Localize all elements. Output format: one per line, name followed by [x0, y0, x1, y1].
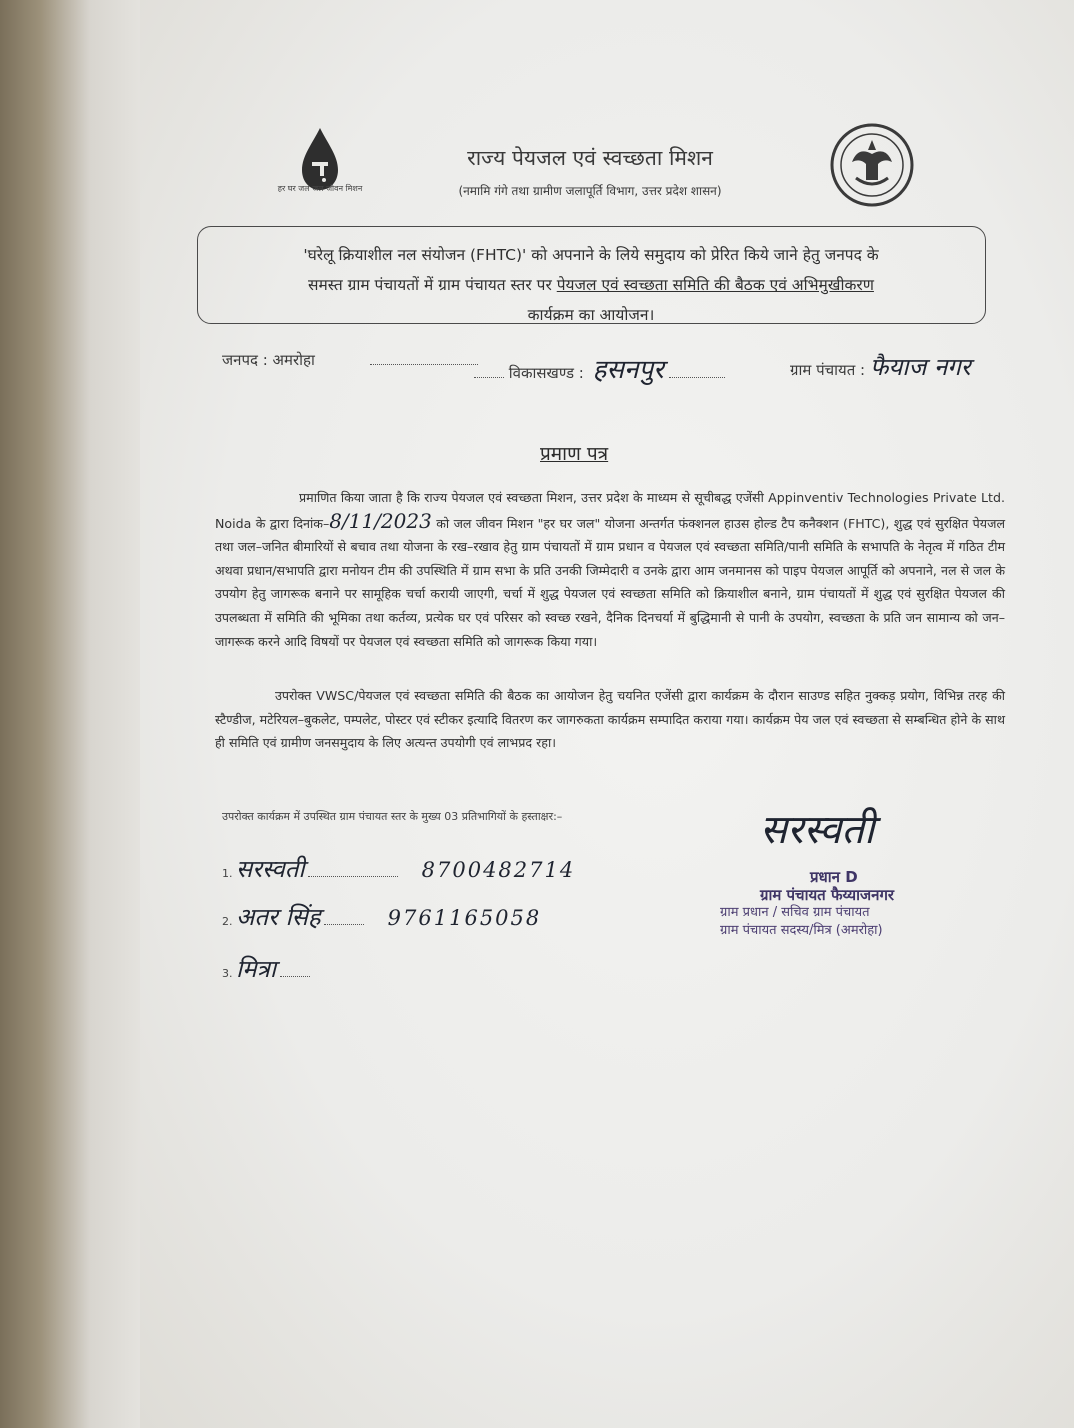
header-subtitle: (नमामि गंगे तथा ग्रामीण जलापूर्ति विभाग, उत्तर प्रदेश शासन)	[458, 184, 722, 198]
up-government-emblem	[822, 120, 922, 210]
participant-name: सरस्वती	[236, 855, 305, 883]
participant-row-3	[222, 952, 310, 985]
gram-panchayat-value: फैयाज नगर	[869, 353, 971, 381]
banner-line-2a: समस्त ग्राम पंचायतों में ग्राम पंचायत स्तर पर	[308, 276, 557, 294]
participant-name: अतर सिंह	[236, 903, 321, 931]
block-value: हसनपुर	[592, 355, 664, 385]
district-field	[222, 350, 478, 370]
gram-panchayat-field	[790, 350, 971, 383]
pradhan-stamp	[720, 868, 980, 940]
participant-phone: 8700482714	[421, 858, 576, 882]
district-label: जनपद :	[222, 351, 268, 369]
participant-row-2	[222, 900, 541, 933]
participant-row-1	[222, 852, 575, 885]
certificate-paragraph-2: उपरोक्त VWSC/पेयजल एवं स्वच्छता समिति की बैठक का आयोजन हेतु चयनित एजेंसी द्वारा कार्यक्रम के दौरान साउण्ड सहित नुक्कड़ प्रयोग, विभिन्न तरह की स्टैण्डीज, मटेरियल–बुकलेट, पम्पलेट, पोस्टर एवं स्टीकर इत्यादि वितरण कर जागरुकता कार्यक्रम सम्पादित कराया गया। कार्यक्रम पेय जल एवं स्वच्छता से सम्बन्धित होने के साथ ही समिति एवं ग्रामीण जनसमुदाय के लिए अत्यन्त उपयोगी एवं लाभप्रद रहा।	[215, 688, 1005, 751]
stamp-line-3: ग्राम प्रधान / सचिव ग्राम पंचायत	[720, 905, 870, 920]
participant-num: 1.	[222, 867, 233, 880]
block-field	[474, 350, 725, 386]
certificate-paragraph-1	[215, 486, 1005, 653]
program-banner-text	[210, 240, 972, 330]
district-value: अमरोहा	[272, 351, 315, 369]
document-title: प्रमाण पत्र	[540, 443, 609, 465]
block-label: विकासखण्ड :	[508, 364, 584, 382]
participant-name: मित्रा	[236, 955, 277, 983]
participant-num: 3.	[222, 967, 233, 980]
banner-line-2	[210, 270, 972, 300]
logo-caption: हर घर जल जल जीवन मिशन	[277, 184, 363, 193]
para1-part-a: प्रमाणित किया जाता है कि राज्य पेयजल एवं स्वच्छता मिशन, उत्तर प्रदेश के माध्यम से सूचीबद्ध एजेंसी Appinventiv Technologies Private Ltd. Noida के द्वारा दिनांक–	[215, 490, 1005, 531]
banner-line-1: 'घरेलू क्रियाशील नल संयोजन (FHTC)' को अपनाने के लिये समुदाय को प्रेरित किये जाने हेतु जनपद के	[303, 246, 879, 264]
program-date: 8/11/2023	[329, 508, 432, 533]
pradhan-signature: सरस्वती	[760, 807, 875, 853]
stamp-line-2: ग्राम पंचायत फैय्याजनगर	[760, 886, 895, 904]
banner-line-3: कार्यक्रम का आयोजन।	[527, 306, 655, 324]
banner-line-2b: पेयजल एवं स्वच्छता समिति की बैठक एवं अभिमुखीकरण	[556, 276, 874, 294]
stamp-line-1: प्रधान D	[810, 868, 858, 886]
stamp-line-4: ग्राम पंचायत सदस्य/मित्र (अमरोहा)	[720, 923, 883, 938]
participant-num: 2.	[222, 915, 233, 928]
header-title: राज्य पेयजल एवं स्वच्छता मिशन	[467, 146, 713, 170]
gram-panchayat-label: ग्राम पंचायत :	[790, 361, 866, 379]
para1-part-b: को जल जीवन मिशन "हर घर जल" योजना अन्तर्गत फंक्शनल हाउस होल्ड टैप कनैक्शन (FHTC), शुद्ध एवं सुरक्षित पेयजल तथा जल–जनित बीमारियों से बचाव तथा योजना के रख–रखाव हेतु ग्राम पंचायतों में ग्राम प्रधान व पेयजल एवं स्वच्छता समिति/पानी समिति के सभापति के नेतृत्व में गठित टीम अथवा प्रधान/सभापति द्वारा मनोयन टीम की उपस्थिति में ग्राम सभा के प्रति उनकी जिम्मेदारी व उनके द्वारा आम जनमानस को पाइप पेयजल आपूर्ति को अपनाने, नल से जल के उपयोग हेतु जागरूक बनाने पर सामूहिक चर्चा करायी जाएगी, चर्चा में शुद्ध पेयजल एवं स्वच्छता समिति को क्रियाशील बनाने, ग्राम पंचायतों में शुद्ध एवं सुरक्षित पेयजल की उपलब्धता में समिति की भूमिका तथा कर्तव्य, प्रत्येक घर एवं परिसर को स्वच्छ रखने, दैनिक दिनचर्या में बुद्धिमानी से पानी के उपयोग, स्वच्छता के प्रति जन सामान्य को जन–जागरूक करने आदि विषयों पर पेयजल एवं स्वच्छता समिति को जागरूक किया गया।	[215, 515, 1005, 649]
participant-phone: 9761165058	[387, 906, 542, 930]
jal-jeevan-mission-logo	[272, 122, 368, 212]
participants-intro: उपरोक्त कार्यक्रम में उपस्थित ग्राम पंचायत स्तर के मुख्य 03 प्रतिभागियों के हस्ताक्षर:–	[222, 810, 563, 823]
